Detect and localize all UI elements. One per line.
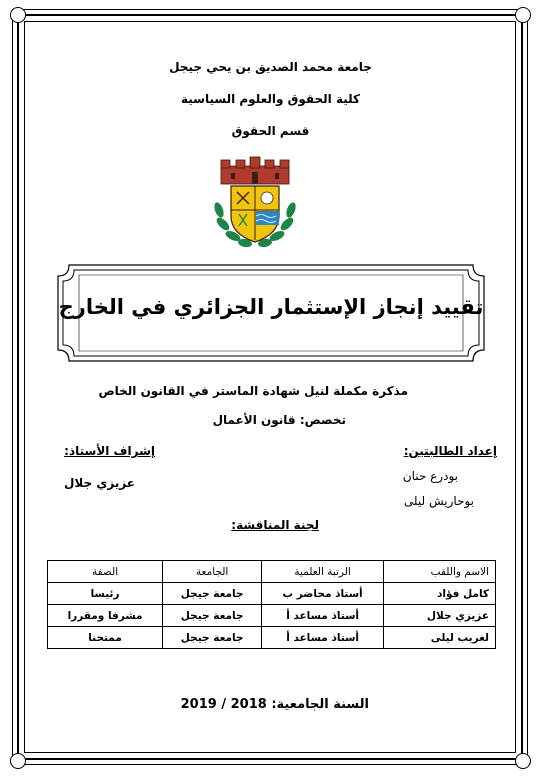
table-cell: جامعة جيجل [163,627,262,649]
table-cell: عزيزي جلال [384,605,496,627]
thesis-subtitle: مذكرة مكملة لنيل شهادة الماستر في القانون الخاص [98,384,408,398]
university-name: جامعة محمد الصديق بن يحي جيجل [169,60,372,74]
thesis-title: تقييد إنجاز الإستثمار الجزائري في الخارج [58,295,484,319]
table-cell: أستاذ مساعد أ [262,605,384,627]
academic-year: السنة الجامعية: 2018 / 2019 [180,697,369,712]
table-header-cell: الجامعة [163,561,262,583]
table-cell: لغريب ليلى [384,627,496,649]
committee-table [47,560,496,649]
border-corner-ornament [10,753,26,769]
university-crest-icon [205,152,305,252]
specialty-line: تخصص: قانون الأعمال [212,413,346,427]
student-name: بودرع حنان [402,469,458,483]
table-row [48,605,496,627]
table-cell: كامل فؤاد [384,583,496,605]
table-cell: رئيسا [48,583,163,605]
faculty-name: كلية الحقوق والعلوم السياسية [180,92,361,106]
table-row [48,627,496,649]
supervisor-name: عزيزي جلال [64,476,135,490]
table-header-cell: الاسم واللقب [384,561,496,583]
student-name: بوحاريش ليلى [403,494,474,508]
border-corner-ornament [10,7,26,23]
border-corner-ornament [515,7,531,23]
table-header-cell: الرتبة العلمية [262,561,384,583]
table-cell: أستاذ مساعد أ [262,627,384,649]
department-name: قسم الحقوق [231,124,310,138]
table-cell: ممتحنا [48,627,163,649]
title-container [55,262,487,364]
table-cell: جامعة جيجل [163,583,262,605]
table-header-cell: الصفة [48,561,163,583]
table-cell: جامعة جيجل [163,605,262,627]
prepared-by-label: إعداد الطالبتين: [403,444,497,458]
table-cell: أستاذ محاضر ب [262,583,384,605]
committee-label: لجنة المناقشة: [231,518,319,532]
border-corner-ornament [515,753,531,769]
table-header-row [48,561,496,583]
supervisor-label: إشراف الأستاذ: [64,444,155,458]
table-cell: مشرفا ومقررا [48,605,163,627]
table-row [48,583,496,605]
